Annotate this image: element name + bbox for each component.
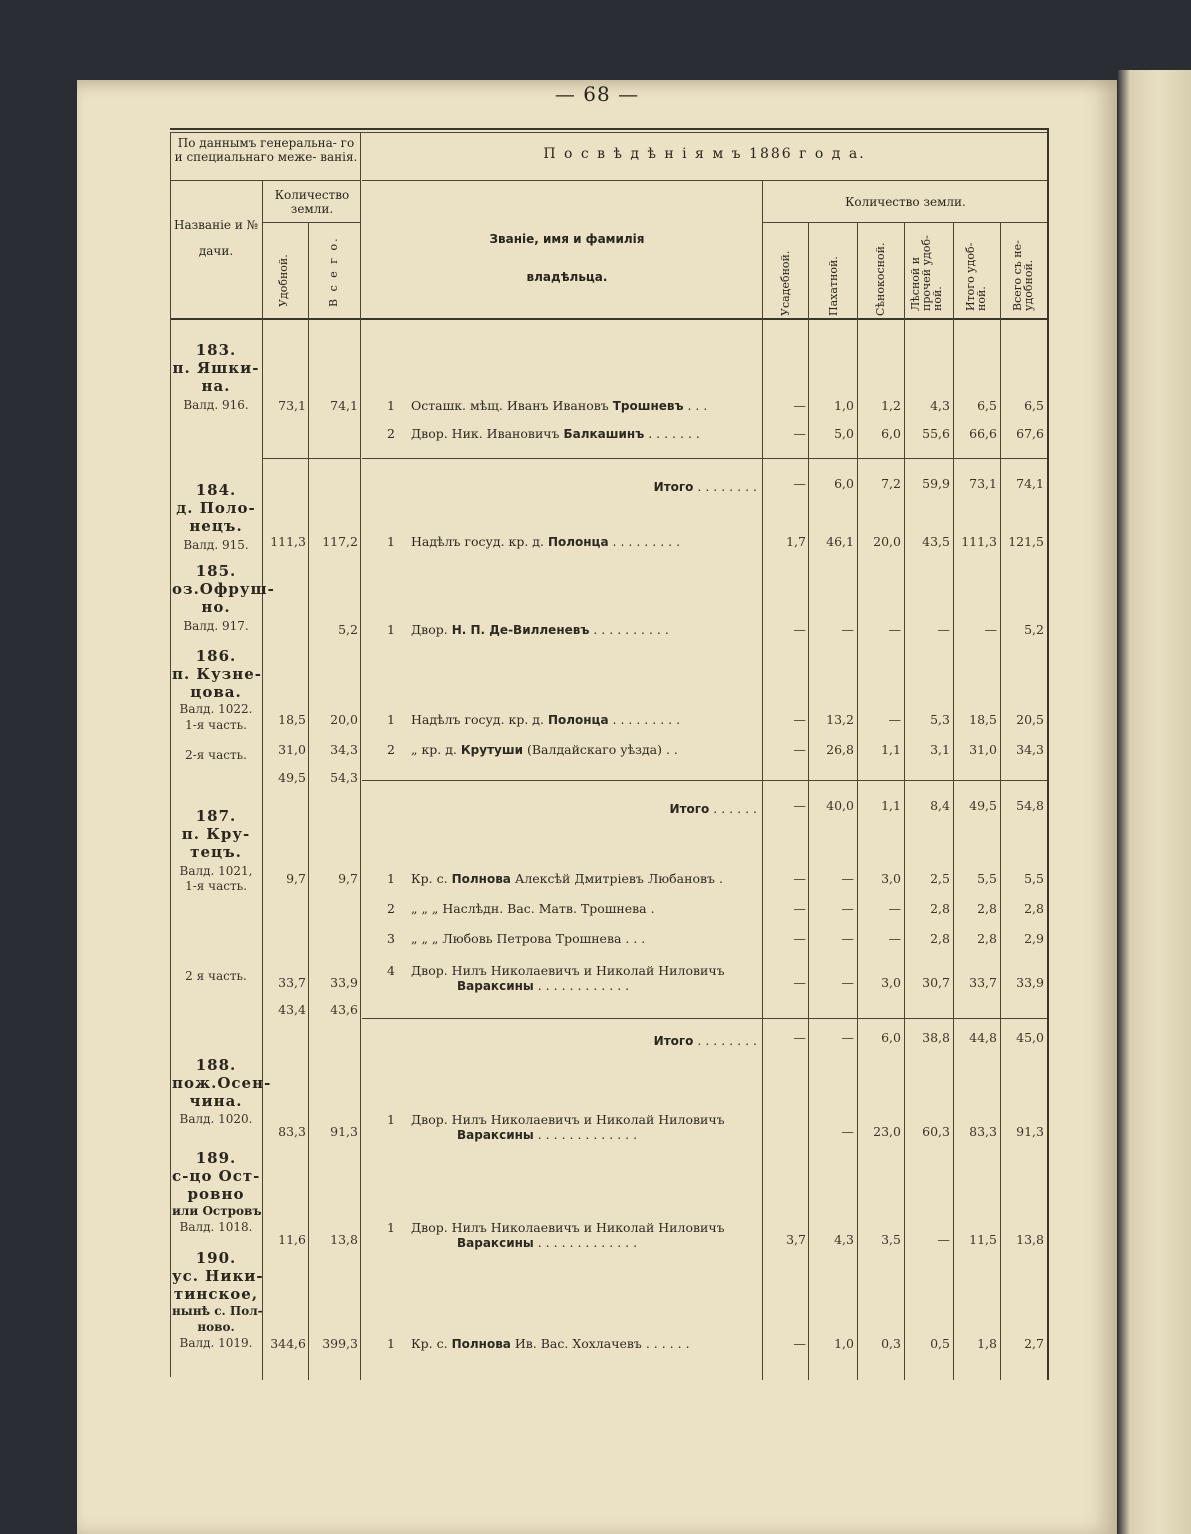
owner-name [411,742,757,757]
cell-pakh: — [841,975,854,990]
owner-surname: Балкашинъ [563,427,645,441]
cell-itogo: 49,5 [969,798,997,813]
owner-name [411,1112,757,1143]
cell-vsego: 20,0 [330,712,358,727]
leader-dots: . . . . . . . . . . . . . [533,1235,638,1250]
page-number: — 68 — [554,82,640,106]
owner-text: Двор. Нилъ Николаевичъ и Николай Ниловичъ [411,963,725,978]
dacha-num: 185. [195,562,237,580]
cell-itogo: 73,1 [969,476,997,491]
rule-187-right [362,1018,1047,1019]
cell-sen: 3,0 [881,871,901,886]
cell-les: 3,1 [930,742,950,757]
leader-dots: . . . . . . . . . . . . [533,978,630,993]
cell-pakh: 46,1 [826,534,854,549]
row-number: 2 [387,742,395,757]
row-number: 3 [387,931,395,946]
dacha-name-3: или Островъ [172,1204,262,1218]
dacha-ref: Валд. 917. [183,619,249,633]
cell-pakh: — [841,622,854,637]
part-1: 1-я часть. [185,879,247,893]
cell-usad: — [793,1336,806,1351]
dacha-name-2: нецъ. [189,517,243,535]
header-right-group: П о с в ѣ д ѣ н і я м ъ 1886 г о д а. [543,146,866,162]
cell-les: 38,8 [922,1030,950,1045]
owner-text: Осташк. мѣщ. Иванъ Ивановъ [411,398,613,413]
cell-itogo: 2,8 [977,901,997,916]
cell-pakh: — [841,1124,854,1139]
cell-usad: — [793,931,806,946]
cell-vsego2: 6,5 [1024,398,1044,413]
dacha-name-3: нынѣ с. Пол- [172,1304,263,1318]
owner-text: Двор. Ник. Ивановичъ [411,426,564,441]
dacha-name: п. Яшки- [172,359,260,377]
cell-pakh: — [841,871,854,886]
cell-itogo: 6,5 [977,398,997,413]
cell-usad: — [793,871,806,886]
dacha-name: п. Кузне- [172,665,262,683]
cell-pakh: — [841,1030,854,1045]
owner-surname: Полнова [451,872,511,886]
owner-surname: Полнова [451,1337,511,1351]
owner-name [411,1336,757,1351]
dacha-name: оз.Офруш- [172,580,275,598]
leader-dots: . . . . . . . . . . . . . [533,1127,638,1142]
cell-vsego: 5,2 [338,622,358,637]
owner-name [411,871,757,886]
header-col-sen: Сѣнокосной. [874,242,887,316]
cell-vsego: 399,3 [322,1336,358,1351]
header-col-les: Лѣсной и прочей удоб- ной. [909,235,944,311]
header-rule-qty [262,222,360,223]
row-number: 1 [387,622,395,637]
owner-surname: Вараксины [457,979,534,993]
dacha-name: ус. Ники- [172,1267,264,1285]
dacha-name-4: ново. [197,1320,235,1334]
dacha-num: 186. [195,647,237,665]
cell-vsego2: 54,8 [1016,798,1044,813]
cell-udobnoy: 43,4 [278,1002,306,1017]
owner-name [411,712,757,727]
owner-name [411,963,757,994]
next-page-edge [1118,70,1191,1534]
cell-udobnoy: 83,3 [278,1124,306,1139]
rule-183-right [362,458,1047,459]
cell-udobnoy: 49,5 [278,770,306,785]
cell-les: 2,5 [930,871,950,886]
cell-itogo: 66,6 [969,426,997,441]
header-rule-right [362,180,1047,181]
header-col-qty2: Количество земли. [845,195,966,209]
cell-les: 0,5 [930,1336,950,1351]
dacha-ref: Валд. 1020. [179,1112,253,1126]
cell-itogo: 5,5 [977,871,997,886]
cell-udobnoy: 33,7 [278,975,306,990]
cell-les: 4,3 [930,398,950,413]
cell-usad: — [793,426,806,441]
owner-text: Двор. Нилъ Николаевичъ и Николай Ниловичъ [411,1220,725,1235]
part-2: 2-я часть. [185,748,247,762]
cell-sen: 7,2 [881,476,901,491]
owner-text: Двор. Нилъ Николаевичъ и Николай Ниловичъ [411,1112,725,1127]
itogo-row-label [367,1030,757,1049]
cell-udobnoy: 31,0 [278,742,306,757]
owner-text-after: (Валдайскаго уѣзда) [523,742,662,757]
cell-sen: 6,0 [881,426,901,441]
row-number: 1 [387,1336,395,1351]
cell-sen: 3,5 [881,1232,901,1247]
owner-name [411,1220,757,1251]
cell-pakh: — [841,931,854,946]
cell-vsego: 117,2 [322,534,358,549]
cell-itogo: 31,0 [969,742,997,757]
cell-les: 30,7 [922,975,950,990]
dacha-name-2: на. [201,377,231,395]
cell-les: 60,3 [922,1124,950,1139]
leader-dots: . [646,901,655,916]
cell-pakh: 5,0 [834,426,854,441]
cell-vsego2: 74,1 [1016,476,1044,491]
cell-vsego2: 2,9 [1024,931,1044,946]
dacha-ref: Валд. 916. [183,398,249,412]
cell-vsego: 54,3 [330,770,358,785]
cell-sen: 20,0 [873,534,901,549]
dacha-num: 187. [195,807,237,825]
cell-sen: 1,2 [881,398,901,413]
owner-text: „ „ „ Наслѣдн. Вас. Матв. Трошнева [411,901,647,916]
cell-usad: 1,7 [786,534,806,549]
cell-vsego2: 5,2 [1024,622,1044,637]
dacha-num: 183. [195,341,237,359]
cell-itogo: — [984,622,997,637]
header-col-vsego2: Всего съ не- удобной. [1011,240,1035,311]
cell-itogo: 33,7 [969,975,997,990]
row-number: 2 [387,426,395,441]
cell-les: 8,4 [930,798,950,813]
part-2: 2 я часть. [185,969,247,983]
leader-dots: . . . . . . . . . [608,712,681,727]
cell-vsego: 13,8 [330,1232,358,1247]
cell-pakh: 6,0 [834,476,854,491]
leader-dots: . . [661,742,678,757]
cell-vsego2: 2,7 [1024,1336,1044,1351]
cell-vsego: 74,1 [330,398,358,413]
cell-sen: — [888,931,901,946]
cell-vsego2: 33,9 [1016,975,1044,990]
table-top-rule-2 [170,132,1047,133]
owner-text: Двор. [411,622,452,637]
cell-itogo: 18,5 [969,712,997,727]
dacha-name-2: но. [201,598,231,616]
cell-itogo: 83,3 [969,1124,997,1139]
header-col-udobnoy: Удобной. [277,254,290,307]
cell-itogo: 111,3 [961,534,997,549]
itogo-label: Итого [653,480,694,494]
cell-udobnoy: 11,6 [278,1232,306,1247]
cell-itogo: 1,8 [977,1336,997,1351]
cell-sen: — [888,622,901,637]
cell-les: 2,8 [930,931,950,946]
cell-pakh: 4,3 [834,1232,854,1247]
dacha-ref: Валд. 915. [183,538,249,552]
header-rule-left [170,180,360,181]
cell-sen: 0,3 [881,1336,901,1351]
cell-les: 2,8 [930,901,950,916]
header-col-pakh: Пахатной. [827,256,840,316]
header-col-vsego: В с е г о. [327,236,340,307]
owner-line-2 [411,1235,757,1251]
cell-vsego2: 67,6 [1016,426,1044,441]
cell-udobnoy: 18,5 [278,712,306,727]
leader-dots: . . . [621,931,646,946]
cell-itogo: 2,8 [977,931,997,946]
leader-dots: . . . . . . . . [693,1033,757,1048]
dacha-name: д. Поло- [176,499,256,517]
part-1: 1-я часть. [185,718,247,732]
owner-text: „ кр. д. [411,742,461,757]
owner-surname: Вараксины [457,1236,534,1250]
row-number: 1 [387,1220,395,1235]
dacha-num: 188. [195,1056,237,1074]
owner-text: Надѣлъ госуд. кр. д. [411,712,548,727]
owner-name [411,398,757,413]
col-rule-7 [904,222,905,1380]
cell-les: 59,9 [922,476,950,491]
owner-text-after: Ив. Вас. Хохлачевъ [510,1336,642,1351]
leader-dots: . . . . . . . . [693,479,757,494]
col-rule-8 [953,222,954,1380]
cell-usad: — [793,742,806,757]
cell-vsego: 91,3 [330,1124,358,1139]
cell-pakh: 13,2 [826,712,854,727]
cell-sen: 6,0 [881,1030,901,1045]
cell-usad: — [793,398,806,413]
cell-usad: — [793,476,806,491]
owner-surname: Полонца [547,713,609,727]
header-col-owner: Званіе, имя и фамилія владѣльца. [489,232,645,284]
table-top-rule [170,128,1047,130]
cell-les: 5,3 [930,712,950,727]
col-rule-9 [1000,222,1001,1380]
dacha-name-2: чина. [189,1092,243,1110]
cell-itogo: 11,5 [969,1232,997,1247]
row-number: 1 [387,871,395,886]
cell-udobnoy: 73,1 [278,398,306,413]
cell-sen: 1,1 [881,798,901,813]
owner-text: Кр. с. [411,1336,452,1351]
row-number: 1 [387,534,395,549]
cell-sen: 3,0 [881,975,901,990]
cell-itogo: 44,8 [969,1030,997,1045]
dacha-name: с-цо Ост- [172,1167,261,1185]
cell-usad: — [793,798,806,813]
itogo-row-label [367,798,757,817]
cell-sen: 23,0 [873,1124,901,1139]
cell-pakh: 1,0 [834,398,854,413]
dacha-ref: Валд. 1019. [179,1336,253,1350]
col-rule-1 [262,180,263,1380]
dacha-name-2: тинское, [173,1285,259,1303]
owner-line-2 [411,978,757,994]
leader-dots: . . . [683,398,708,413]
cell-vsego2: 13,8 [1016,1232,1044,1247]
leader-dots: . . . . . . . . . [608,534,681,549]
header-bottom-rule [170,318,1047,320]
dacha-num: 190. [195,1249,237,1267]
cell-les: — [937,1232,950,1247]
cell-sen: — [888,901,901,916]
cell-pakh: 26,8 [826,742,854,757]
cell-udobnoy: 9,7 [286,871,306,886]
cell-vsego2: 34,3 [1016,742,1044,757]
col-rule-0 [170,132,171,1377]
col-rule-6 [857,222,858,1380]
owner-surname: Вараксины [457,1128,534,1142]
itogo-row-label [367,476,757,495]
rule-186-right [362,780,1047,781]
header-col-qty: Количество земли. [274,188,350,216]
col-rule-2 [308,222,309,1380]
cell-pakh: 40,0 [826,798,854,813]
itogo-label: Итого [669,802,710,816]
row-number: 2 [387,901,395,916]
header-col-itogo: Итого удоб- ной. [964,242,988,311]
cell-vsego2: 20,5 [1016,712,1044,727]
col-rule-3 [360,132,361,1380]
cell-pakh: — [841,901,854,916]
cell-usad: — [793,622,806,637]
itogo-label: Итого [653,1034,694,1048]
leader-dots: . . . . . . [641,1336,690,1351]
cell-vsego: 34,3 [330,742,358,757]
row-number: 4 [387,963,395,978]
cell-vsego2: 121,5 [1008,534,1044,549]
cell-vsego: 33,9 [330,975,358,990]
owner-surname: Н. П. Де-Вилленевъ [451,623,590,637]
owner-name [411,901,757,916]
owner-name [411,622,757,637]
owner-name [411,534,757,549]
cell-usad: — [793,1030,806,1045]
owner-text-after: Алексѣй Дмитріевъ Любановъ [510,871,715,886]
cell-vsego: 9,7 [338,871,358,886]
leader-dots: . . . . . . [709,801,757,816]
owner-name [411,426,757,441]
dacha-ref: Валд. 1022. [179,702,253,716]
dacha-name-2: тецъ. [190,843,242,861]
col-rule-5 [808,222,809,1380]
row-number: 1 [387,712,395,727]
cell-vsego2: 2,8 [1024,901,1044,916]
cell-vsego: 43,6 [330,1002,358,1017]
cell-sen: 1,1 [881,742,901,757]
col-rule-10 [1047,128,1049,1380]
dacha-name: п. Кру- [181,825,251,843]
cell-vsego2: 91,3 [1016,1124,1044,1139]
leader-dots: . [714,871,723,886]
cell-vsego2: 5,5 [1024,871,1044,886]
leader-dots: . . . . . . . [644,426,700,441]
owner-text: „ „ „ Любовь Петрова Трошнева [411,931,622,946]
dacha-num: 184. [195,481,237,499]
cell-usad: 3,7 [786,1232,806,1247]
cell-sen: — [888,712,901,727]
leader-dots: . . . . . . . . . . [589,622,669,637]
dacha-num: 189. [195,1149,237,1167]
dacha-name-2: цова. [190,683,242,701]
owner-name [411,931,757,946]
dacha-name-2: ровно [187,1185,245,1203]
owner-text: Кр. с. [411,871,452,886]
cell-les: 43,5 [922,534,950,549]
cell-usad: — [793,901,806,916]
cell-les: — [937,622,950,637]
cell-vsego2: 45,0 [1016,1030,1044,1045]
book-page [77,80,1117,1534]
row-number: 1 [387,1112,395,1127]
cell-udobnoy: 111,3 [270,534,306,549]
dacha-ref: Валд. 1018. [179,1220,253,1234]
cell-udobnoy: 344,6 [270,1336,306,1351]
dacha-ref: Валд. 1021, [179,864,253,878]
rule-183-left [262,458,360,459]
header-col-usad: Усадебной. [779,250,792,316]
cell-usad: — [793,975,806,990]
owner-surname: Крутуши [460,743,524,757]
cell-pakh: 1,0 [834,1336,854,1351]
owner-surname: Трошневъ [612,399,684,413]
cell-usad: — [793,712,806,727]
row-number: 1 [387,398,395,413]
dacha-name: пож.Осен- [172,1074,272,1092]
header-left-group: По даннымъ генеральна- го и специальнаго меже- ванія. [174,136,358,164]
owner-line-2 [411,1127,757,1143]
cell-les: 55,6 [922,426,950,441]
header-col-name: Названіе и № дачи. [174,218,258,258]
owner-text: Надѣлъ госуд. кр. д. [411,534,548,549]
owner-surname: Полонца [547,535,609,549]
